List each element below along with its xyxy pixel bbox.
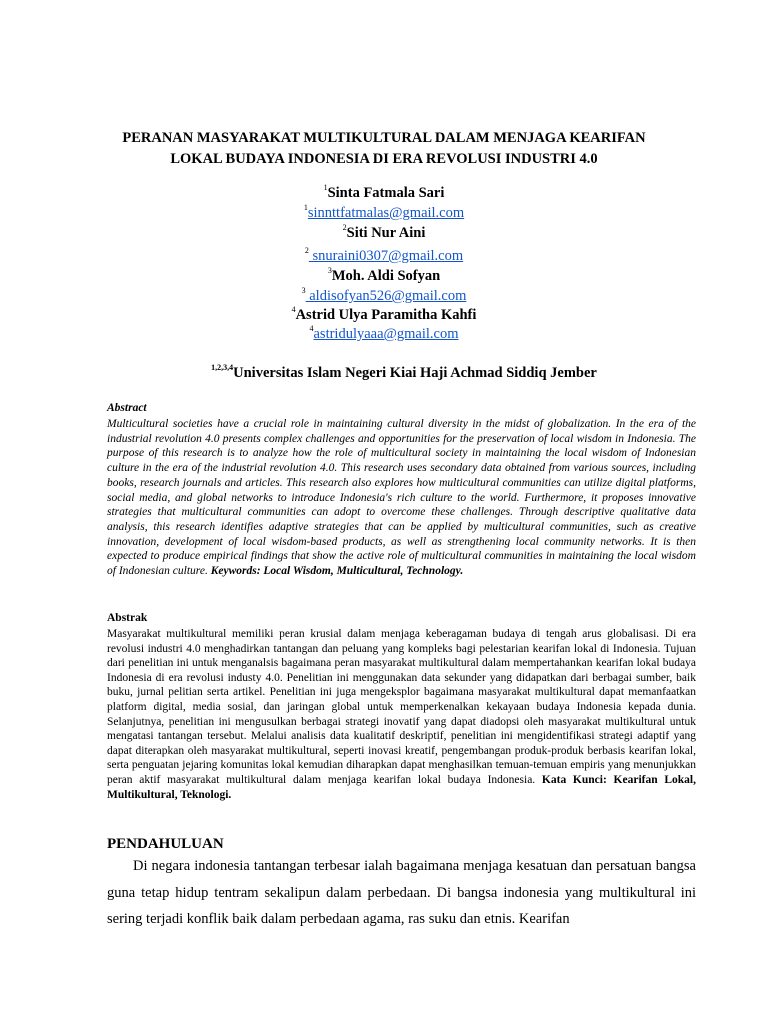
affiliation-sup: 1,2,3,4 <box>211 363 234 372</box>
author-2-email-sup: 2 <box>304 246 309 255</box>
author-3-email-sup: 3 <box>301 286 306 295</box>
abstract-id-text: Masyarakat multikultural memiliki peran krusial dalam menjaga keberagaman budaya di tengah arus globalisasi. Di era revolusi industri 4.0 menghadirkan tantangan dan peluang yang kompleks bagi pelestarian kearifan lokal di Indonesia. Tujuan dari penelitian ini untuk menganalsis bagaimana peran masyarakat multikultural dalam mempertahankan kearifan lokal budaya Indonesia di era revolusi industy 4.0. Penelitian ini menggunakan data sekunder yang didapatkan dari berbagai sumber, baik buku, jurnal pelitian serta artikel. Penelitian ini juga mengeksplor bagaimana masyarakat multikultural dapat memanfaatkan platform digital, media sosial, dan jaringan global untuk memperkenalkan kekayaan budaya Indonesia kepada dunia. Selanjutnya, penelitian ini mengusulkan berbagai strategi inovatif yang dapat diadopsi oleh masyarakat multikultural untuk mengatasi tantangan tersebut. Melalui analisis data kualitatif deskriptif, penelitian ini mengidentifikasi strategi adaptif yang dapat diterapkan oleh masyarakat multikultural, seperti inovasi kreatif, pengembangan produk-produk berbasis kearifan lokal, serta penguatan jejaring komunitas lokal kemudian diharapkan dapat menghasilkan temuan-temuan empiris yang menunjukkan peran aktif masyarakat multikultural dalam menjaga kearifan lokal budaya Indonesia. <box>107 628 696 786</box>
abstract-id-heading: Abstrak <box>107 612 148 624</box>
abstract-id-body <box>107 627 696 802</box>
author-4-email-line <box>0 326 768 343</box>
author-4 <box>0 307 768 324</box>
author-4-sup: 4 <box>291 305 296 314</box>
author-4-name: Astrid Ulya Paramitha Kahfi <box>295 307 477 323</box>
author-3-sup: 3 <box>327 266 332 275</box>
author-2-email-link[interactable]: snuraini0307@gmail.com <box>308 248 464 264</box>
author-2 <box>0 225 768 242</box>
abstract-en-body <box>107 417 696 579</box>
abstract-en-text: Multicultural societies have a crucial role in maintaining cultural diversity in the midst of globalization. In the era of the industrial revolution 4.0 presents complex challenges and opportunities for the preservation of local wisdom in Indonesia. The purpose of this research is to analyze how the role of multicultural society in maintaining the local wisdom of Indonesian culture in the era of the industrial revolution 4.0. This research uses secondary data obtained from various sources, including books, research journals and articles. This research also explores how multicultural communities can utilize digital platforms, social media, and global networks to introduce Indonesia's rich culture to the world. Furthermore, it proposes innovative strategies that multicultural communities can adopt to overcome these challenges. Through descriptive qualitative data analysis, this research identifies adaptive strategies that can be applied by multicultural communities, such as creative innovation, development of local wisdom-based products, as well as strengthening local community networks. It is then expected to produce empirical findings that show the active role of multicultural communities in maintaining the local wisdom of Indonesian culture. <box>107 418 696 578</box>
abstract-id-keywords: Kata Kunci: Kearifan Lokal, Multikultural, Teknologi. <box>107 773 696 801</box>
section-body: Di negara indonesia tantangan terbesar ialah bagaimana menjaga kesatuan dan persatuan bangsa guna tetap hidup tentram sekalipun dalam perbedaan. Di bangsa indonesia yang multikultural ini sering terjadi konflik baik dalam perbedaan agama, ras suku dan etnis. Kearifan <box>107 858 696 927</box>
author-2-name: Siti Nur Aini <box>346 225 426 241</box>
abstract-en-heading: Abstract <box>107 402 147 414</box>
author-3-name: Moh. Aldi Sofyan <box>331 268 441 284</box>
section-heading: PENDAHULUAN <box>107 836 224 852</box>
author-3 <box>0 268 768 285</box>
affiliation <box>0 365 768 382</box>
author-1-sup: 1 <box>323 183 328 192</box>
abstract-en-keywords: Keywords: Local Wisdom, Multicultural, Technology. <box>210 565 464 578</box>
paper-title: PERANAN MASYARAKAT MULTIKULTURAL DALAM MENJAGA KEARIFAN LOKAL BUDAYA INDONESIA DI ERA REVOLUSI INDUSTRI 4.0 <box>122 130 646 167</box>
author-1-email-link[interactable]: sinnttfatmalas@gmail.com <box>307 205 465 221</box>
author-2-email-line <box>0 248 768 265</box>
author-1-email-line <box>0 205 768 222</box>
author-3-email-link[interactable]: aldisofyan526@gmail.com <box>305 288 467 304</box>
author-3-email-line <box>0 288 768 305</box>
author-1-name: Sinta Fatmala Sari <box>327 185 445 201</box>
author-4-email-link[interactable]: astridulyaaa@gmail.com <box>313 326 459 342</box>
affiliation-name: Universitas Islam Negeri Kiai Haji Achmad Siddiq Jember <box>233 365 597 381</box>
author-1-email-sup: 1 <box>303 203 308 212</box>
author-4-email-sup: 4 <box>309 324 314 333</box>
author-1 <box>0 185 768 202</box>
author-2-sup: 2 <box>342 223 347 232</box>
